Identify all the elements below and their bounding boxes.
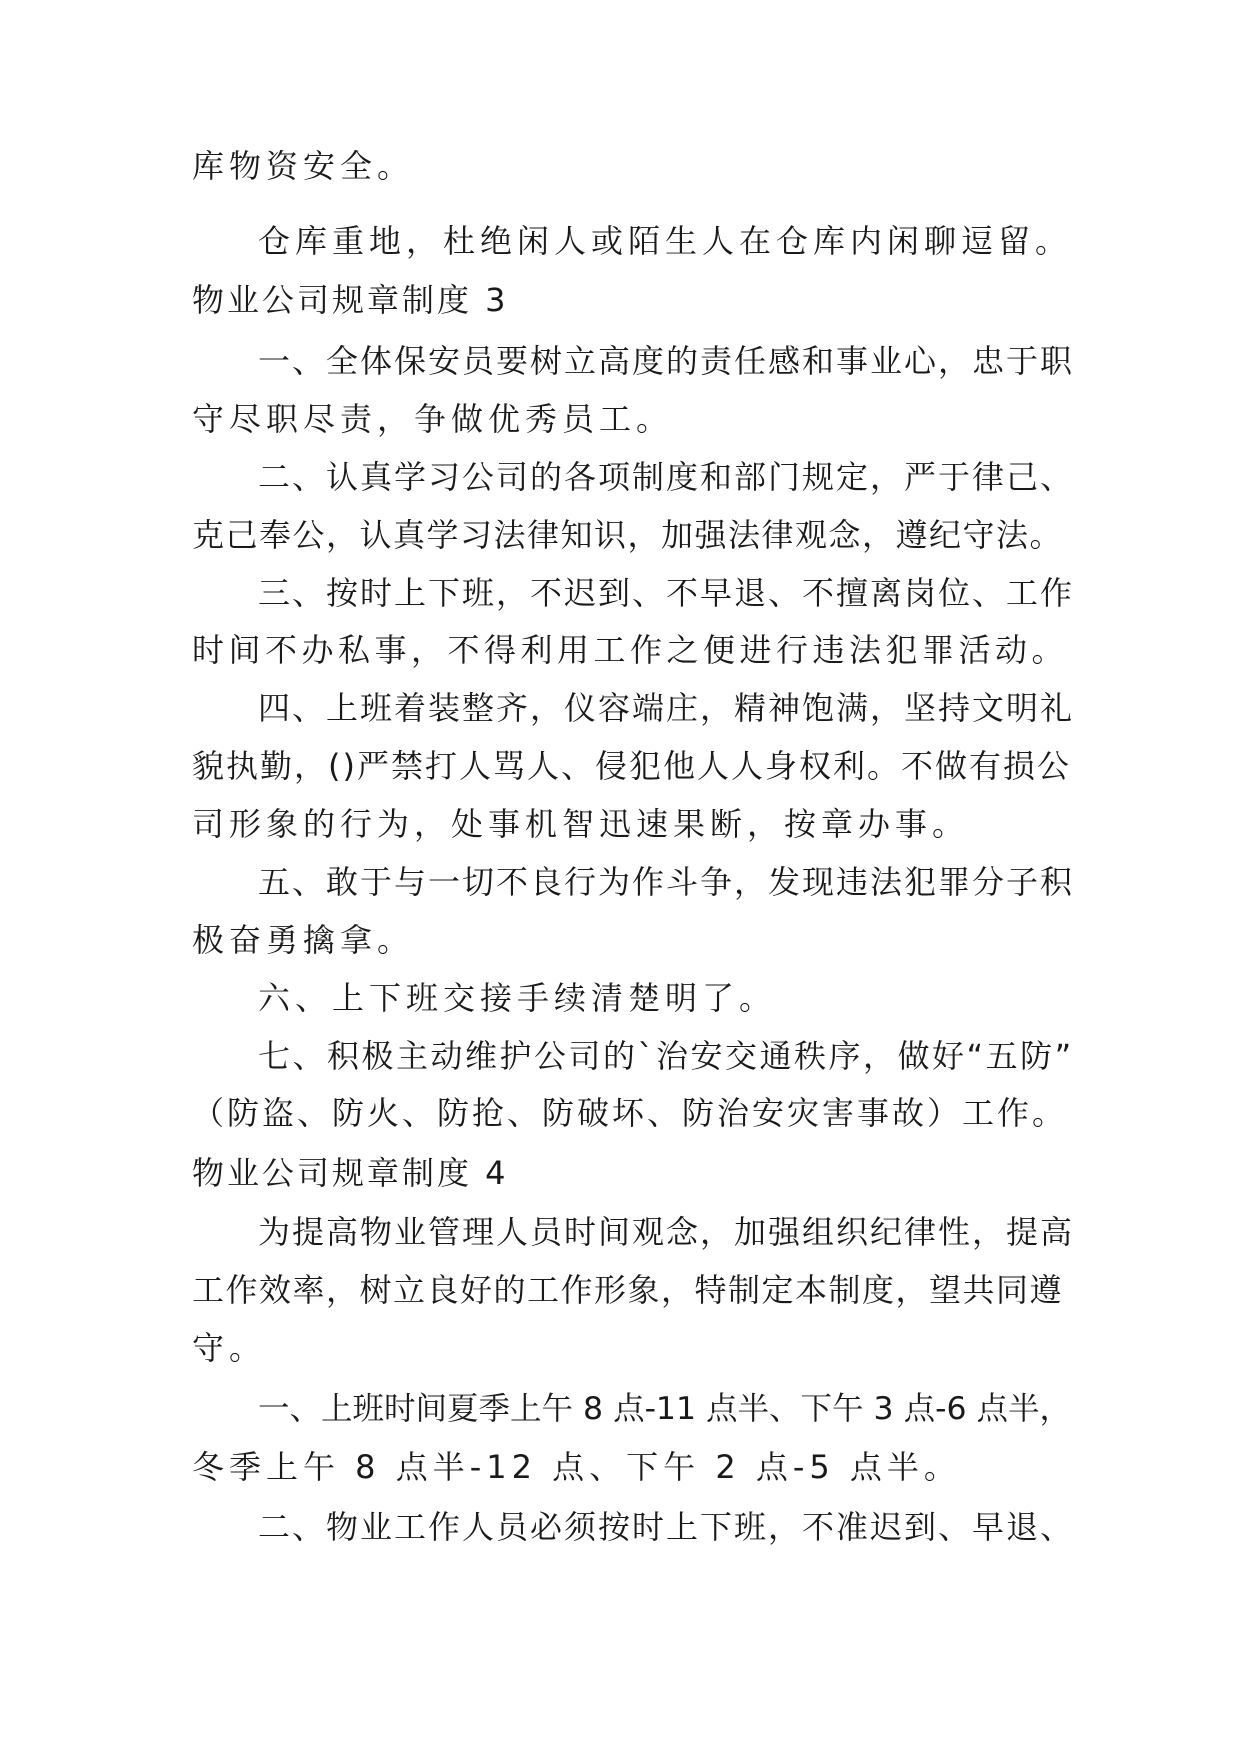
paragraph-line: 四、上班着装整齐，仪容端庄，精神饱满，坚持文明礼 (258, 689, 1075, 727)
paragraph-line: 克己奉公，认真学习法律知识，加强法律观念，遵纪守法。 (192, 516, 1064, 554)
paragraph-line: （防盗、防火、防抢、防破坏、防治安灾害事故）工作。 (192, 1094, 1068, 1132)
section-heading: 物业公司规章制度 4 (192, 1154, 509, 1192)
paragraph-line: 工作效率，树立良好的工作形象，特制定本制度，望共同遵 (192, 1271, 1064, 1309)
paragraph-line: 守尽职尽责，争做优秀员工。 (192, 400, 674, 438)
paragraph-line: 库物资安全。 (192, 147, 415, 185)
paragraph-line: 冬季上午 8 点半-12 点、下午 2 点-5 点半。 (192, 1448, 961, 1486)
paragraph-line: 司形象的行为，处事机智迅速果断，按章办事。 (192, 805, 970, 843)
paragraph-line: 守。 (192, 1329, 267, 1367)
section-heading: 物业公司规章制度 3 (192, 281, 509, 319)
paragraph-line: 七、积极主动维护公司的`治安交通秩序，做好“五防” (258, 1037, 1074, 1075)
paragraph-line: 为提高物业管理人员时间观念，加强组织纪律性，提高 (258, 1213, 1075, 1251)
paragraph-line: 时间不办私事，不得利用工作之便进行违法犯罪活动。 (192, 631, 1069, 669)
paragraph-line: 三、按时上下班，不迟到、不早退、不擅离岗位、工作 (258, 574, 1075, 612)
paragraph-line: 五、敢于与一切不良行为作斗争，发现违法犯罪分子积 (258, 863, 1075, 901)
paragraph-line: 二、物业工作人员必须按时上下班，不准迟到、早退、 (258, 1508, 1075, 1546)
paragraph-line: 极奋勇擒拿。 (192, 921, 415, 959)
paragraph-line: 二、认真学习公司的各项制度和部门规定，严于律己、 (258, 458, 1075, 496)
paragraph-line: 一、上班时间夏季上午 8 点-11 点半、下午 3 点-6 点半， (258, 1391, 1072, 1427)
paragraph-line: 貌执勤，()严禁打人骂人、侵犯他人人身权利。不做有损公 (192, 747, 1071, 785)
paragraph-line: 六、上下班交接手续清楚明了。 (258, 979, 777, 1017)
paragraph-line: 仓库重地，杜绝闲人或陌生人在仓库内闲聊逗留。 (258, 222, 1073, 260)
paragraph-line: 一、全体保安员要树立高度的责任感和事业心，忠于职 (258, 342, 1075, 380)
